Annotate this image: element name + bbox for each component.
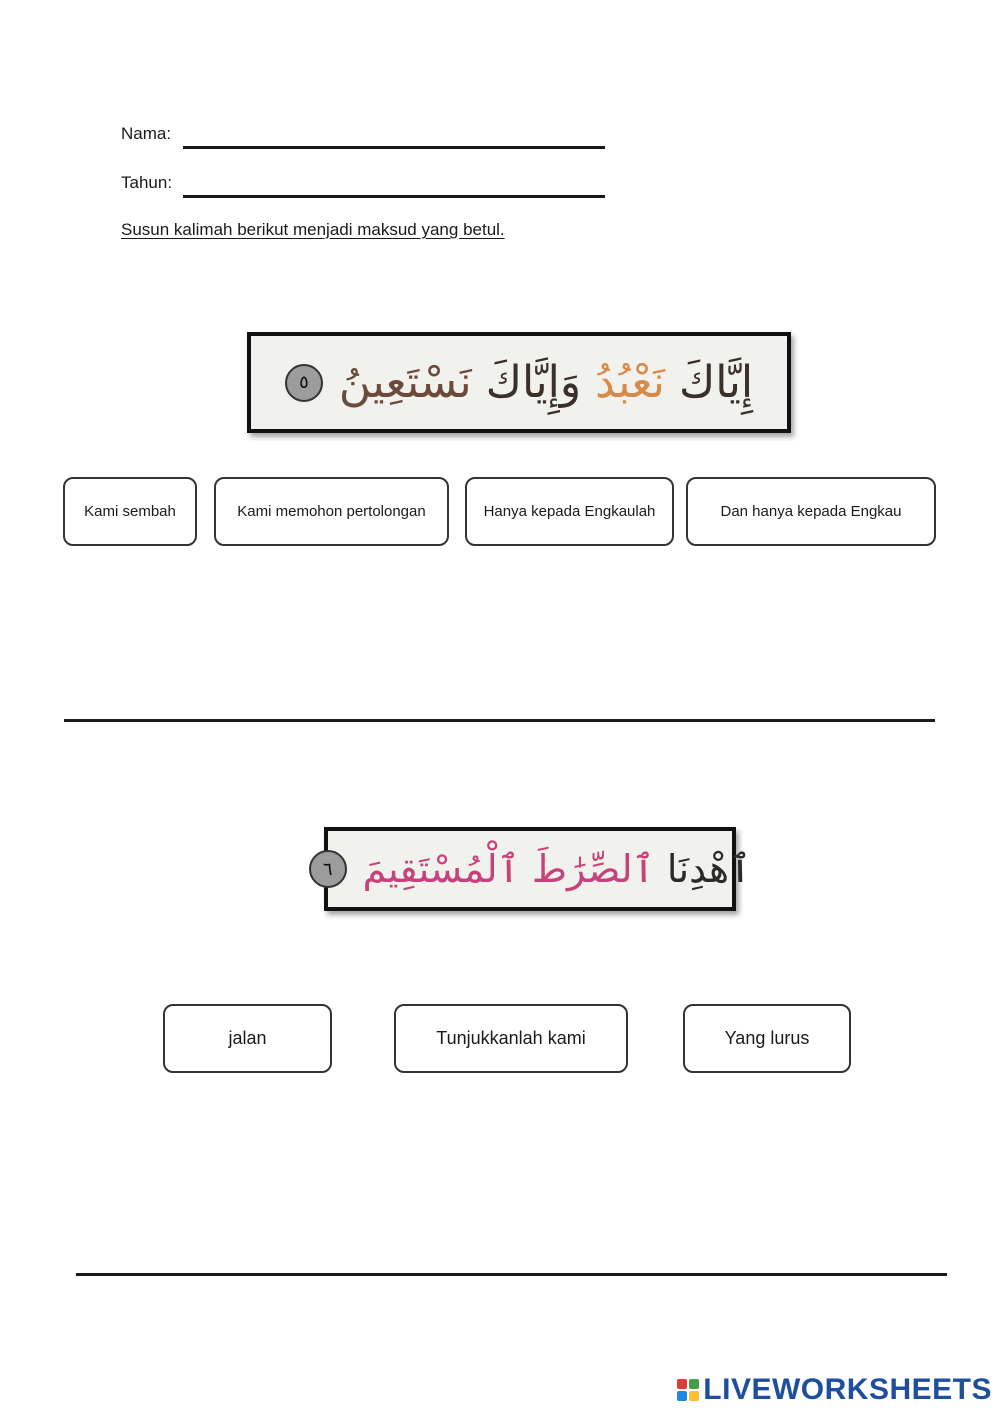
- verse-word: نَسْتَعِينُ: [338, 356, 472, 408]
- answer-line-1[interactable]: [64, 719, 935, 722]
- year-label: Tahun:: [121, 173, 173, 192]
- answer-card[interactable]: jalan: [163, 1004, 332, 1073]
- answer-card[interactable]: Kami sembah: [63, 477, 197, 546]
- verse-word: إِيَّاكَ: [678, 356, 754, 408]
- verse-word: ٱلصِّرَٰطَ ٱلْمُسْتَقِيمَ: [362, 847, 655, 891]
- logo-square: [689, 1391, 699, 1401]
- logo-text: LIVEWORKSHEETS: [703, 1373, 992, 1406]
- answer-card[interactable]: Tunjukkanlah kami: [394, 1004, 628, 1073]
- verse-number-badge: ٥: [285, 364, 323, 402]
- verse-word: ٱهْدِنَا: [666, 847, 752, 891]
- verse-word: وَإِيَّاكَ: [485, 356, 582, 408]
- verse-image-5: [247, 332, 791, 433]
- verse-arabic-text: [338, 356, 754, 408]
- logo-mark-icon: [677, 1379, 699, 1401]
- logo-square: [677, 1379, 687, 1389]
- name-label: Nama:: [121, 124, 172, 143]
- verse-arabic-text: [362, 847, 752, 891]
- answer-card[interactable]: Dan hanya kepada Engkau: [686, 477, 936, 546]
- liveworksheets-logo: [677, 1373, 992, 1407]
- instruction-text: Susun kalimah berikut menjadi maksud yang betul.: [121, 220, 505, 239]
- name-input-line[interactable]: [183, 146, 605, 149]
- logo-square: [689, 1379, 699, 1389]
- verse-word: نَعْبُدُ: [595, 356, 665, 408]
- answer-line-2[interactable]: [76, 1273, 947, 1276]
- logo-square: [677, 1391, 687, 1401]
- answer-card[interactable]: Yang lurus: [683, 1004, 851, 1073]
- answer-card[interactable]: Hanya kepada Engkaulah: [465, 477, 674, 546]
- year-input-line[interactable]: [183, 195, 605, 198]
- verse-image-6: [322, 827, 752, 911]
- verse-number-badge: ٦: [309, 850, 347, 888]
- answer-card[interactable]: Kami memohon pertolongan: [214, 477, 449, 546]
